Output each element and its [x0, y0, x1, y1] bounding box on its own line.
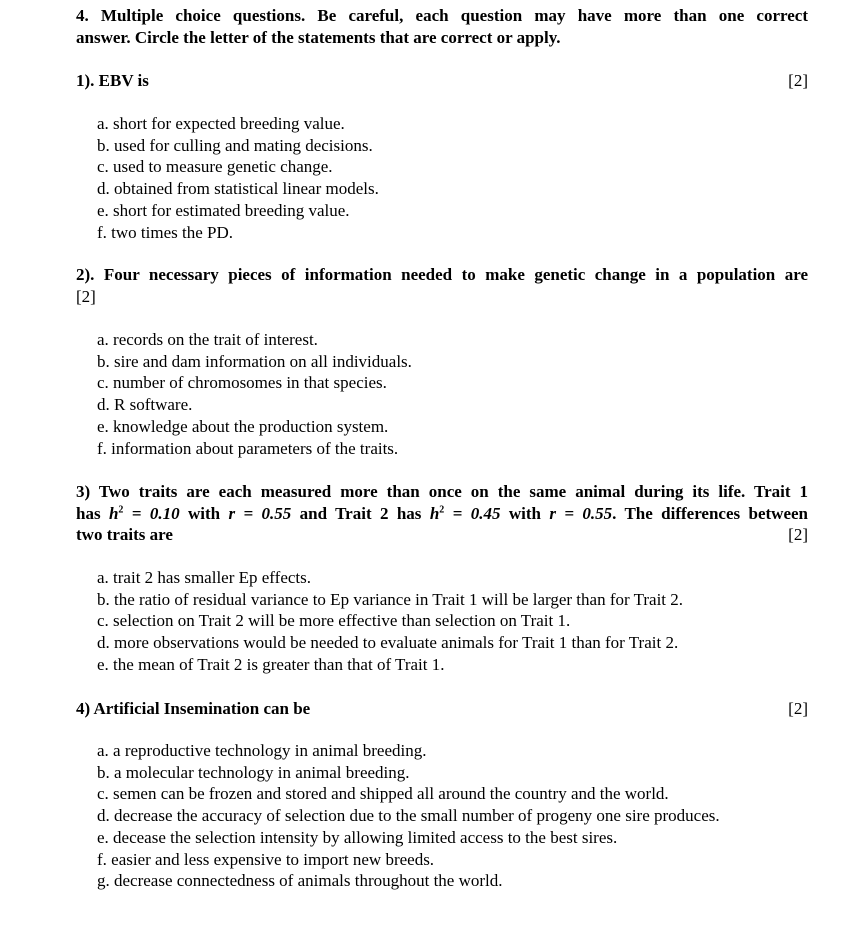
option-2d[interactable]: d. R software. [97, 395, 193, 415]
option-3e[interactable]: e. the mean of Trait 2 is greater than that of Trait 1. [97, 654, 445, 674]
question-3-marks: [2] [788, 525, 808, 544]
option-4a[interactable]: a. a reproductive technology in animal breeding. [97, 741, 427, 760]
instructions [76, 5, 808, 48]
option-1d[interactable]: d. obtained from statistical linear models. [97, 179, 379, 199]
option-2b[interactable]: b. sire and dam information on all individuals. [97, 351, 412, 371]
option-3b[interactable]: b. the ratio of residual variance to Ep variance in Trait 1 will be larger than for Trait 2. [97, 589, 684, 609]
option-3a[interactable]: a. trait 2 has smaller Ep effects. [97, 568, 311, 587]
option-4e[interactable]: e. decease the selection intensity by allowing limited access to the best sires. [97, 827, 618, 847]
option-3c[interactable]: c. selection on Trait 2 will be more effective than selection on Trait 1. [97, 611, 571, 631]
option-3d[interactable]: d. more observations would be needed to evaluate animals for Trait 1 than for Trait 2. [97, 633, 679, 653]
option-4b[interactable]: b. a molecular technology in animal breeding. [97, 762, 410, 782]
question-1-options [97, 113, 817, 243]
question-4-marks: [2] [788, 699, 808, 718]
question-2-text: 2). Four necessary pieces of information needed to make genetic change in a population are [76, 265, 808, 284]
option-4f[interactable]: f. easier and less expensive to import new breeds. [97, 849, 435, 869]
question-3-options [97, 567, 817, 676]
option-1e[interactable]: e. short for estimated breeding value. [97, 200, 350, 220]
instructions-line-1: 4. Multiple choice questions. Be careful, each question may have more than one correct [76, 6, 808, 25]
question-3-line-3: two traits are [76, 525, 173, 544]
option-2c[interactable]: c. number of chromosomes in that species. [97, 373, 387, 393]
option-2a[interactable]: a. records on the trait of interest. [97, 330, 318, 349]
option-1a[interactable]: a. short for expected breeding value. [97, 114, 345, 133]
instructions-line-2: answer. Circle the letter of the statements that are correct or apply. [76, 27, 561, 47]
option-1f[interactable]: f. two times the PD. [97, 222, 233, 242]
question-3-title [76, 481, 808, 546]
option-4c[interactable]: c. semen can be frozen and stored and shipped all around the country and the world. [97, 784, 669, 804]
question-4-options [97, 740, 817, 892]
option-4d[interactable]: d. decrease the accuracy of selection due to the small number of progeny one sire produces. [97, 806, 720, 826]
option-1c[interactable]: c. used to measure genetic change. [97, 157, 333, 177]
option-4g[interactable]: g. decrease connectedness of animals throughout the world. [97, 871, 503, 891]
question-1-title: 1). EBV is [76, 71, 149, 90]
question-2-options [97, 329, 817, 459]
question-2-marks: [2] [76, 286, 96, 306]
option-1b[interactable]: b. used for culling and mating decisions. [97, 135, 373, 155]
question-4-title: 4) Artificial Insemination can be [76, 699, 311, 718]
option-2f[interactable]: f. information about parameters of the traits. [97, 438, 399, 458]
question-1-marks: [2] [788, 71, 808, 90]
question-2-title [76, 264, 808, 307]
question-3-line-1: 3) Two traits are each measured more than once on the same animal during its life. Trait 1 [76, 482, 808, 501]
option-2e[interactable]: e. knowledge about the production system. [97, 416, 389, 436]
question-3-line-2: has $h^2 = 0.10$ with r = 0.55 and Trait 2 has $h^2 = 0.45$ with r = 0.55. The differences between [76, 503, 808, 523]
